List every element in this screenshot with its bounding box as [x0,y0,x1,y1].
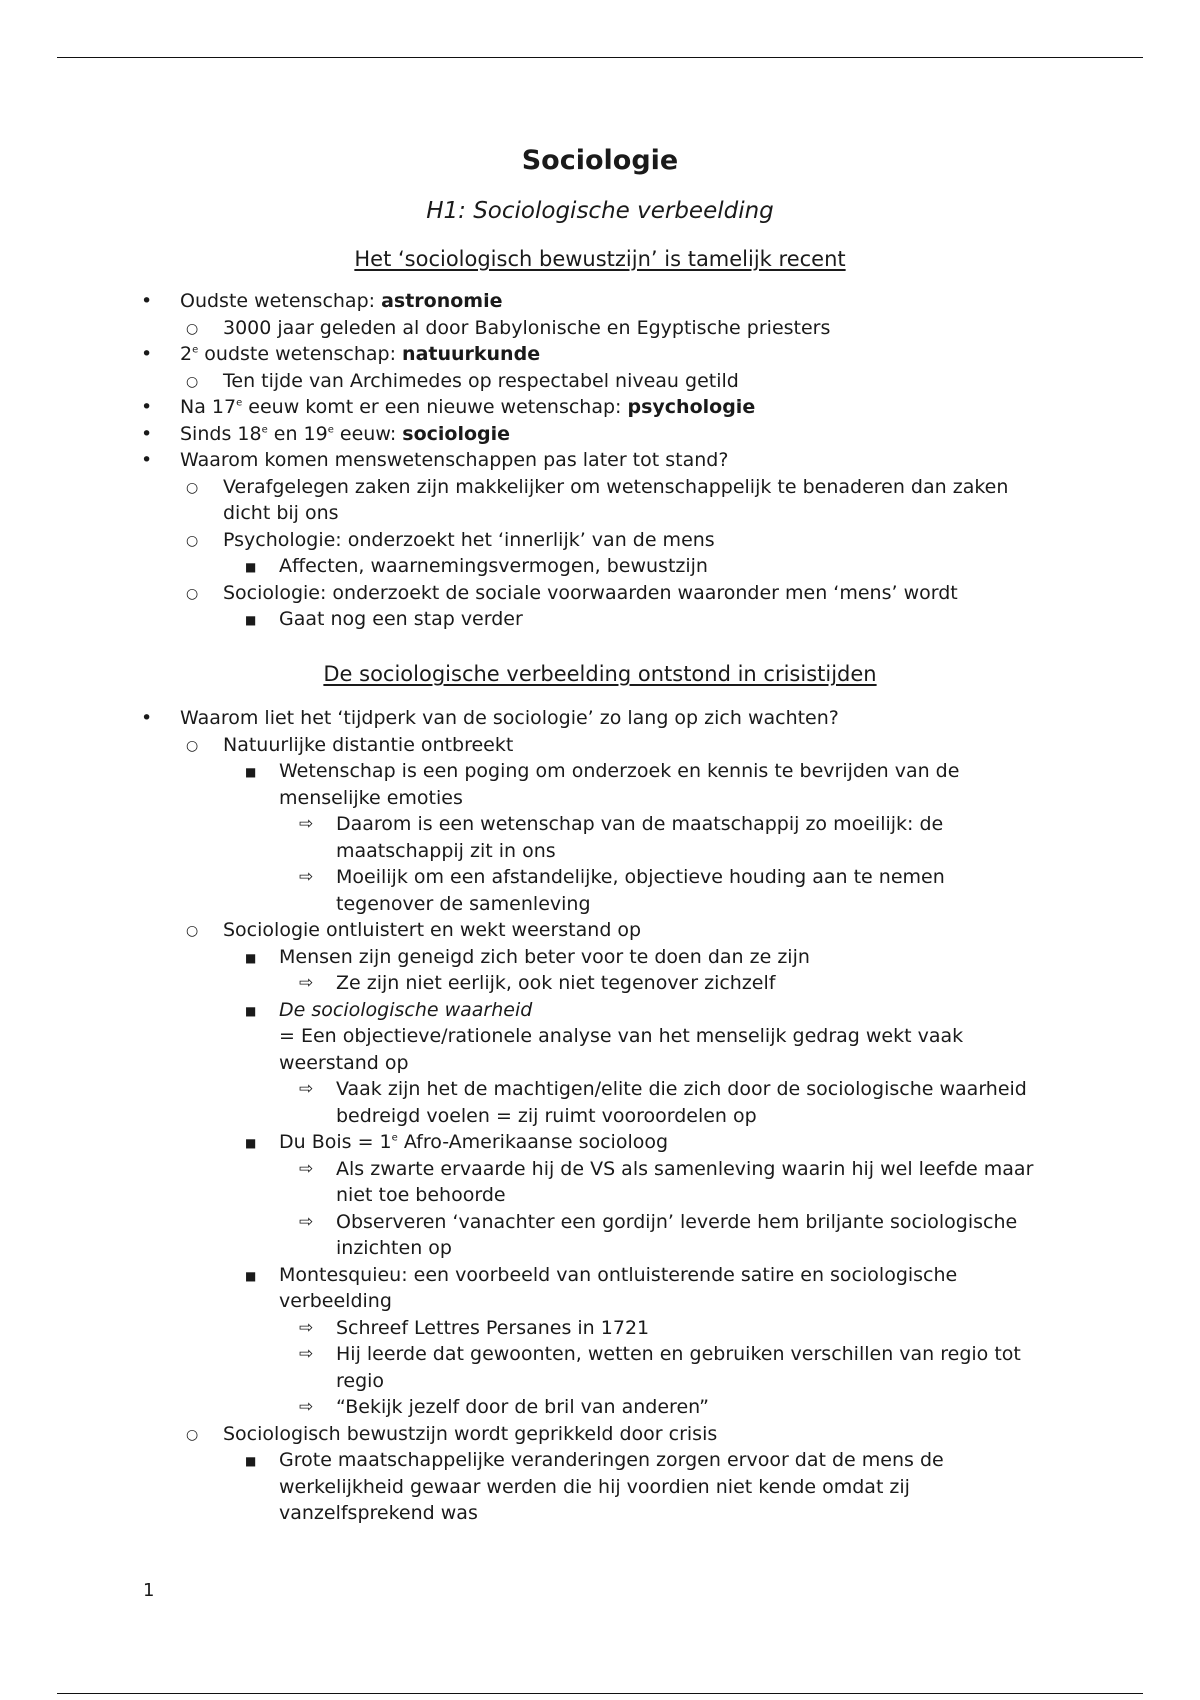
bullet-list [0,288,1200,633]
square-marker: ■ [245,765,257,779]
list-item-text: en 19 [267,422,328,445]
arrow-right-icon: ⇨ [299,814,314,834]
list-item-text: Oudste wetenschap: [180,290,382,312]
list-item [0,580,1200,607]
list-item [0,1315,1200,1342]
arrow-right-icon: ⇨ [299,1344,314,1364]
list-item [0,527,1200,554]
list-item [0,1341,1200,1394]
list-item-text: Wetenschap is een poging om onderzoek en kennis te bevrijden van de menselijke emoties [279,760,960,809]
list-item [0,1076,1200,1129]
list-item [0,1447,1200,1527]
list-item-text: Verafgelegen zaken zijn makkelijker om wetenschappelijk te benaderen dan zaken dicht bij ons [223,475,1009,524]
bullet-marker: • [141,449,153,471]
list-item-text: Moeilijk om een afstandelijke, objectieve houding aan te nemen tegenover de samenleving [336,866,945,915]
list-item-text: Gaat nog een stap verder [279,608,523,630]
circle-marker: ○ [186,737,199,754]
list-item [0,997,1200,1077]
document-title: Sociologie [521,145,679,176]
list-item [0,606,1200,633]
superscript: e [192,344,199,356]
list-item [0,732,1200,759]
list-item-text: Hij leerde dat gewoonten, wetten en gebruiken verschillen van regio tot regio [336,1343,1021,1392]
list-item-text: Waarom komen menswetenschappen pas later tot stand? [180,449,729,471]
list-item-text: Sociologie ontluistert en wekt weerstand op [223,919,642,941]
square-marker: ■ [245,613,257,627]
circle-marker: ○ [186,532,199,549]
list-item [0,1129,1200,1156]
list-item [0,864,1200,917]
list-item-text: Waarom liet het ‘tijdperk van de sociologie’ zo lang op zich wachten? [180,707,839,729]
list-item [0,705,1200,732]
bullet-marker: • [141,422,153,445]
bullet-marker: • [141,396,153,418]
list-item-text: = Een objectieve/rationele analyse van het menselijk gedrag wekt vaak weerstand op [279,1025,964,1074]
list-item-text: Ze zijn niet eerlijk, ook niet tegenover zichzelf [336,972,776,994]
list-item [0,421,1200,448]
superscript: e [236,397,243,409]
list-item-text: Montesquieu: een voorbeeld van ontluisterende satire en sociologische verbeelding [279,1263,958,1312]
list-item-text: Schreef Lettres Persanes in 1721 [336,1316,650,1339]
list-item-text: 3000 jaar geleden al door Babylonische en Egyptische priesters [223,316,831,339]
list-item-text: Ten tijde van Archimedes op respectabel niveau getild [223,369,739,392]
list-item-text: Grote maatschappelijke veranderingen zorgen ervoor dat de mens de werkelijkheid gewaar werden die hij voordien niet kende omdat zij vanzelfsprekend was [279,1449,944,1524]
list-item-italic: De sociologische waarheid [279,998,533,1021]
list-item [0,917,1200,944]
list-item-text: Sociologisch bewustzijn wordt geprikkeld door crisis [223,1422,718,1445]
list-item-text: Observeren ‘vanachter een gordijn’ leverde hem briljante sociologische inzichten op [336,1210,1018,1259]
arrow-right-icon: ⇨ [299,1211,314,1232]
bullet-marker: • [141,343,153,365]
circle-marker: ○ [186,479,199,496]
list-item-text: Du Bois = 1 [279,1131,392,1153]
page-number: 1 [143,1580,155,1601]
list-item-text: eeuw: [333,422,403,445]
section-heading [0,245,1200,273]
list-item-text: “Bekijk jezelf door de bril van anderen” [336,1396,709,1418]
square-marker: ■ [245,950,257,965]
list-item [0,394,1200,421]
list-item [0,970,1200,997]
arrow-right-icon: ⇨ [299,1079,314,1099]
list-item-text: Sociologie: onderzoekt de sociale voorwaarden waaronder men ‘mens’ wordt [223,581,958,604]
superscript: e [261,424,268,436]
circle-marker: ○ [186,373,199,390]
square-marker: ■ [245,1454,257,1468]
bullet-marker: • [141,290,153,312]
list-item-text: oudste wetenschap: [198,343,403,365]
section-heading-text: De sociologische verbeelding ontstond in crisistijden [323,662,877,686]
square-marker: ■ [245,1003,257,1018]
list-item [0,1156,1200,1209]
list-item-text: Vaak zijn het de machtigen/elite die zich door de sociologische waarheid bedreigd voelen = zij ruimt vooroordelen op [336,1078,1027,1127]
list-item-text: Psychologie: onderzoekt het ‘innerlijk’ van de mens [223,528,715,551]
list-item-text: 2 [180,343,193,365]
top-rule [57,57,1143,58]
list-item-text: Als zwarte ervaarde hij de VS als samenleving waarin hij wel leefde maar niet toe behoorde [336,1157,1034,1206]
list-item [0,474,1200,527]
circle-marker: ○ [186,320,199,337]
list-item-text: Affecten, waarnemingsvermogen, bewustzijn [279,555,708,577]
bullet-marker: • [141,707,153,729]
chapter-subtitle: H1: Sociologische verbeelding [426,198,774,224]
list-item [0,447,1200,474]
arrow-right-icon: ⇨ [299,867,314,887]
arrow-right-icon: ⇨ [299,1158,314,1179]
list-item-text: Na 17 [180,396,237,418]
square-marker: ■ [245,1268,257,1283]
list-item [0,758,1200,811]
arrow-right-icon: ⇨ [299,973,314,993]
list-item [0,1262,1200,1315]
list-item-text: Mensen zijn geneigd zich beter voor te doen dan ze zijn [279,945,810,968]
list-item [0,1394,1200,1421]
circle-marker: ○ [186,585,199,602]
circle-marker: ○ [186,923,199,939]
arrow-right-icon: ⇨ [299,1397,314,1417]
list-item [0,341,1200,368]
square-marker: ■ [245,560,257,574]
list-item-bold: psychologie [627,396,756,418]
superscript: e [391,1132,398,1144]
superscript: e [327,424,334,436]
list-item-text: Daarom is een wetenschap van de maatschappij zo moeilijk: de maatschappij zit in ons [336,813,944,862]
list-item [0,553,1200,580]
square-marker: ■ [245,1136,257,1150]
list-item-bold: sociologie [402,422,511,445]
list-item-text: Afro-Amerikaanse socioloog [397,1131,669,1153]
section-heading [0,660,1200,688]
list-item [0,368,1200,395]
circle-marker: ○ [186,1426,199,1443]
list-item [0,315,1200,342]
list-item [0,1421,1200,1448]
arrow-right-icon: ⇨ [299,1317,314,1338]
list-item-text: Natuurlijke distantie ontbreekt [223,733,514,756]
list-item [0,811,1200,864]
bullet-list [0,705,1200,1527]
list-item [0,944,1200,971]
list-item-text: Sinds 18 [180,422,262,445]
section-heading-text: Het ‘sociologisch bewustzijn’ is tamelijk recent [354,247,846,271]
list-item-bold: natuurkunde [402,343,541,365]
list-item [0,1209,1200,1262]
bottom-rule [57,1693,1143,1694]
list-item [0,288,1200,315]
list-item-text: eeuw komt er een nieuwe wetenschap: [242,396,628,418]
list-item-bold: astronomie [381,290,503,312]
